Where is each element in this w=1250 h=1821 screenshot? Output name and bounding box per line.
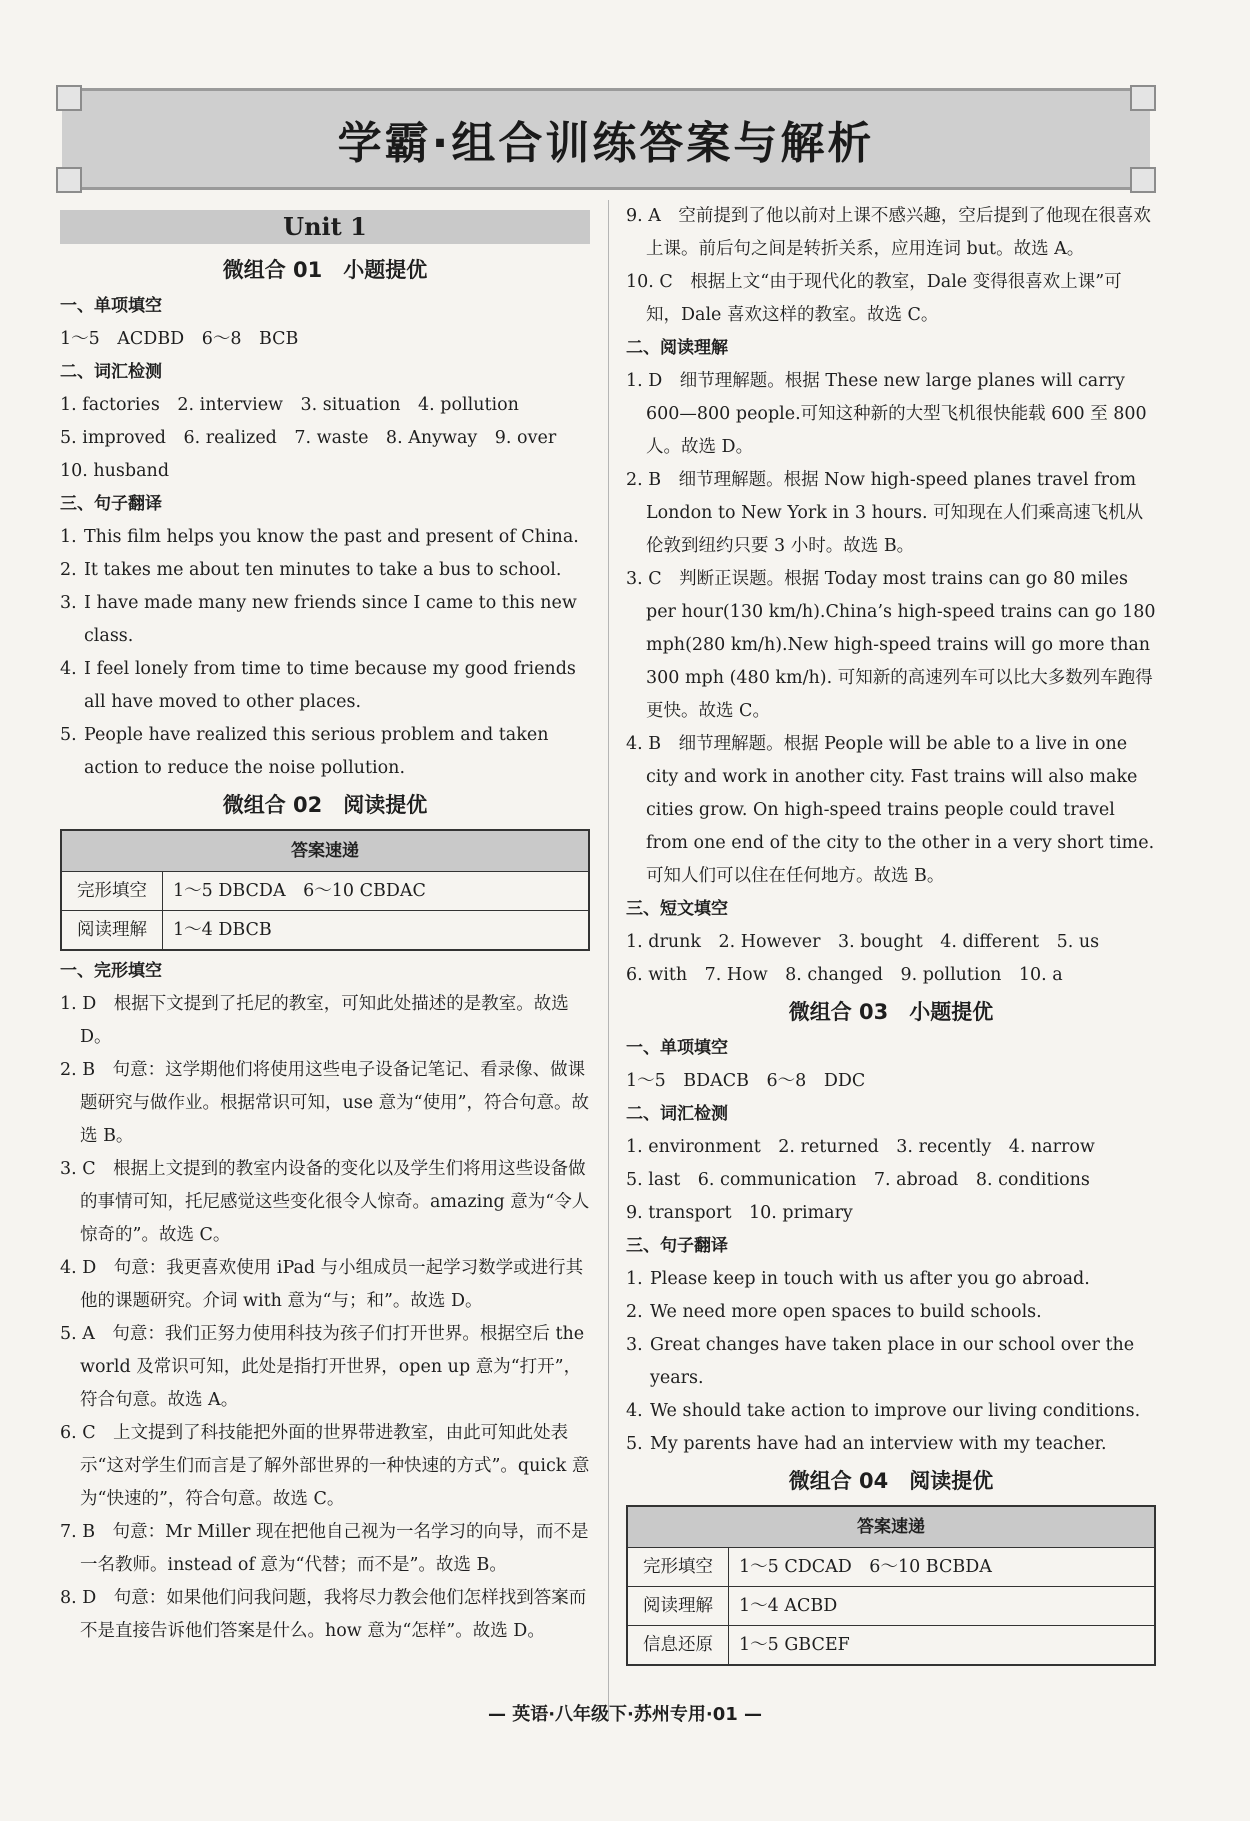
banner-corner-ornament bbox=[56, 167, 82, 193]
table-cell-label: 完形填空 bbox=[627, 1548, 729, 1587]
right-column bbox=[626, 200, 1156, 1670]
table-row bbox=[61, 911, 589, 951]
explanation-item: 3. C 判断正误题。根据 Today most trains can go 80 miles per hour(130 km/h).China’s high-speed trains can go 180 mph(280 km/h).New high-speed trains will go more than 300 mph (480 km/h). 可知新的高速列车可以比大多数列车跑得更快。故选 C。 bbox=[626, 569, 1156, 721]
banner-corner-ornament bbox=[1130, 167, 1156, 193]
column-divider bbox=[608, 200, 609, 1720]
vocab-row: 1. drunk 2. However 3. bought 4. different 5. us bbox=[626, 932, 1100, 952]
explanation-item: 3. C 根据上文提到的教室内设备的变化以及学生们将用这些设备做的事情可知，托尼感觉这些变化很令人惊奇。amazing 意为“令人惊奇的”。故选 C。 bbox=[60, 1159, 590, 1245]
table-row bbox=[627, 1626, 1155, 1666]
translation-item: 1. Please keep in touch with us after you go abroad. bbox=[626, 1269, 1090, 1289]
translation-item: 5. My parents have had an interview with my teacher. bbox=[626, 1434, 1107, 1454]
translation-item: 1. This film helps you know the past and present of China. bbox=[60, 527, 579, 547]
section-heading: 二、阅读理解 bbox=[626, 338, 728, 358]
explanation-item: 1. D 根据下文提到了托尼的教室，可知此处描述的是教室。故选 D。 bbox=[60, 994, 569, 1047]
table-row bbox=[61, 872, 589, 911]
table-row bbox=[627, 1548, 1155, 1587]
table-cell-label: 阅读理解 bbox=[627, 1587, 729, 1626]
left-column bbox=[60, 200, 590, 1648]
explanation-item: 8. D 句意：如果他们问我问题，我将尽力教会他们怎样找到答案而不是直接告诉他们答案是什么。how 意为“怎样”。故选 D。 bbox=[60, 1588, 587, 1641]
page-footer: — 英语·八年级下·苏州专用·01 — bbox=[487, 1704, 763, 1725]
group-01-title: 微组合 01 小题提优 bbox=[222, 258, 428, 282]
explanation-item: 2. B 句意：这学期他们将使用这些电子设备记笔记、看录像、做课题研究与做作业。根据常识可知，use 意为“使用”，符合句意。故选 B。 bbox=[60, 1060, 590, 1146]
answer-line: 1～5 BDACB 6～8 DDC bbox=[626, 1071, 866, 1091]
translation-item: 4. I feel lonely from time to time because my good friends all have moved to other places. bbox=[60, 659, 576, 712]
group-03-title: 微组合 03 小题提优 bbox=[788, 1000, 994, 1024]
translation-item: 2. We need more open spaces to build schools. bbox=[626, 1302, 1042, 1322]
translation-item: 4. We should take action to improve our living conditions. bbox=[626, 1401, 1141, 1421]
vocab-row: 6. with 7. How 8. changed 9. pollution 10. a bbox=[626, 965, 1063, 985]
table-cell-label: 信息还原 bbox=[627, 1626, 729, 1666]
explanation-item: 9. A 空前提到了他以前对上课不感兴趣，空后提到了他现在很喜欢上课。前后句之间是转折关系，应用连词 but。故选 A。 bbox=[626, 206, 1151, 259]
answer-line: 1～5 ACDBD 6～8 BCB bbox=[60, 329, 299, 349]
explanation-item: 4. D 句意：我更喜欢使用 iPad 与小组成员一起学习数学或进行其他的课题研究。介词 with 意为“与；和”。故选 D。 bbox=[60, 1258, 584, 1311]
title-banner bbox=[62, 88, 1150, 190]
table-cell-value: 1～5 CDCAD 6～10 BCBDA bbox=[729, 1548, 1156, 1587]
explanation-item: 4. B 细节理解题。根据 People will be able to a live in one city and work in another city. Fast trains will also make cities grow. On high-speed trains people could travel from one end of the city to the other in a very short time.可知人们可以住在任何地方。故选 B。 bbox=[626, 734, 1155, 886]
table-header: 答案速递 bbox=[61, 830, 589, 872]
vocab-row: 10. husband bbox=[60, 461, 170, 481]
banner-corner-ornament bbox=[56, 85, 82, 111]
vocab-row: 5. improved 6. realized 7. waste 8. Anyway 9. over bbox=[60, 428, 557, 448]
vocab-row: 1. factories 2. interview 3. situation 4. pollution bbox=[60, 395, 519, 415]
explanation-item: 10. C 根据上文“由于现代化的教室，Dale 变得很喜欢上课”可知，Dale 喜欢这样的教室。故选 C。 bbox=[626, 272, 1122, 325]
section-heading: 三、短文填空 bbox=[626, 899, 728, 919]
translation-item: 2. It takes me about ten minutes to take a bus to school. bbox=[60, 560, 562, 580]
explanation-item: 2. B 细节理解题。根据 Now high-speed planes travel from London to New York in 3 hours. 可知现在人们乘高速飞机从伦敦到纽约只要 3 小时。故选 B。 bbox=[626, 470, 1144, 556]
page-title: 学霸·组合训练答案与解析 bbox=[337, 118, 875, 169]
section-heading: 二、词汇检测 bbox=[626, 1104, 728, 1124]
table-cell-label: 完形填空 bbox=[61, 872, 163, 911]
explanation-item: 1. D 细节理解题。根据 These new large planes will carry 600—800 people.可知这种新的大型飞机很快能载 600 至 800 人。故选 D。 bbox=[626, 371, 1147, 457]
explanation-item: 5. A 句意：我们正努力使用科技为孩子们打开世界。根据空后 the world 及常识可知，此处是指打开世界，open up 意为“打开”，符合句意。故选 A。 bbox=[60, 1324, 585, 1410]
section-heading: 三、句子翻译 bbox=[626, 1236, 728, 1256]
banner-corner-ornament bbox=[1130, 85, 1156, 111]
translation-item: 5. People have realized this serious problem and taken action to reduce the noise pollution. bbox=[60, 725, 549, 778]
table-cell-value: 1～5 DBCDA 6～10 CBDAC bbox=[163, 872, 590, 911]
translation-item: 3. Great changes have taken place in our school over the years. bbox=[626, 1335, 1135, 1388]
section-heading: 二、词汇检测 bbox=[60, 362, 162, 382]
section-heading: 一、单项填空 bbox=[626, 1038, 728, 1058]
quick-answer-table bbox=[626, 1505, 1156, 1666]
section-heading: 一、单项填空 bbox=[60, 296, 162, 316]
group-04-title: 微组合 04 阅读提优 bbox=[788, 1469, 994, 1493]
table-cell-value: 1～5 GBCEF bbox=[729, 1626, 1156, 1666]
explanation-item: 7. B 句意：Mr Miller 现在把他自己视为一名学习的向导，而不是一名教师。instead of 意为“代替；而不是”。故选 B。 bbox=[60, 1522, 589, 1575]
section-heading: 三、句子翻译 bbox=[60, 494, 162, 514]
explanation-item: 6. C 上文提到了科技能把外面的世界带进教室，由此可知此处表示“这对学生们而言是了解外部世界的一种快速的方式”。quick 意为“快速的”，符合句意。故选 C。 bbox=[60, 1423, 590, 1509]
table-cell-value: 1～4 ACBD bbox=[729, 1587, 1156, 1626]
table-row bbox=[627, 1587, 1155, 1626]
table-header: 答案速递 bbox=[627, 1506, 1155, 1548]
vocab-row: 9. transport 10. primary bbox=[626, 1203, 853, 1223]
vocab-row: 5. last 6. communication 7. abroad 8. conditions bbox=[626, 1170, 1090, 1190]
translation-item: 3. I have made many new friends since I came to this new class. bbox=[60, 593, 577, 646]
section-heading: 一、完形填空 bbox=[60, 961, 162, 981]
group-02-title: 微组合 02 阅读提优 bbox=[222, 793, 428, 817]
unit-heading: Unit 1 bbox=[60, 210, 590, 244]
table-cell-label: 阅读理解 bbox=[61, 911, 163, 951]
quick-answer-table bbox=[60, 829, 590, 951]
vocab-row: 1. environment 2. returned 3. recently 4. narrow bbox=[626, 1137, 1095, 1157]
table-cell-value: 1～4 DBCB bbox=[163, 911, 590, 951]
